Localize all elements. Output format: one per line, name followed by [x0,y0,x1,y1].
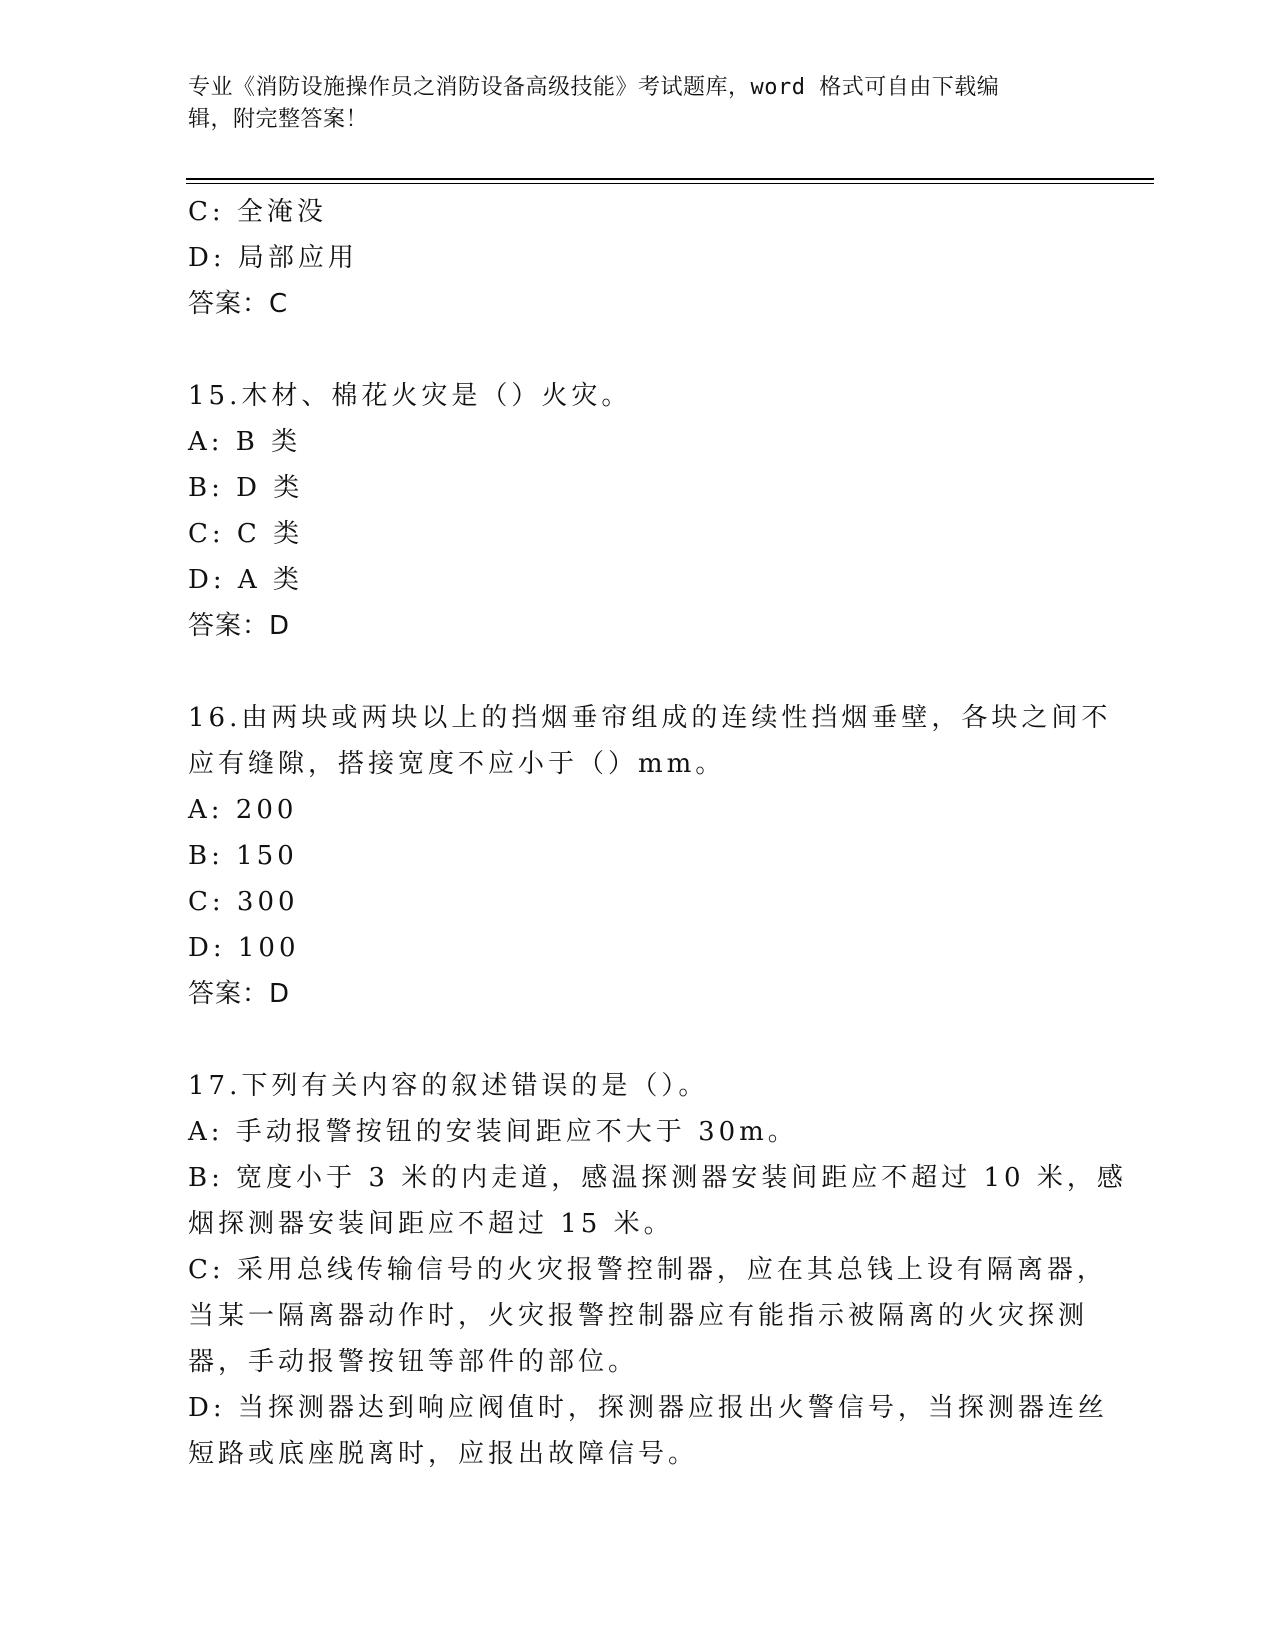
option-line: C: 300 [188,887,299,917]
question-stem: 16.由两块或两块以上的挡烟垂帘组成的连续性挡烟垂壁，各块之间不 [188,703,1112,733]
answer-line: 答案：D [188,979,291,1009]
option-line: B: D 类 [188,473,304,503]
question-16 [188,695,1112,1017]
option-line: D: 当探测器达到响应阀值时，探测器应报出火警信号，当探测器连丝 [188,1393,1108,1423]
option-line: D: A 类 [188,565,303,595]
question-stem: 15.木材、棉花火灾是（）火灾。 [188,381,632,411]
option-line: 烟探测器安装间距应不超过 15 米。 [188,1209,674,1239]
option-line: A: 200 [188,795,298,825]
header-line-1: 专业《消防设施操作员之消防设备高级技能》考试题库，word 格式可自由下载编 [188,75,1000,100]
option-line: D: 100 [188,933,300,963]
header-divider-thin [186,183,1154,184]
question-stem: 应有缝隙，搭接宽度不应小于（）mm。 [188,749,726,779]
option-line: 器，手动报警按钮等部件的部位。 [188,1347,639,1377]
option-line: B: 150 [188,841,298,871]
question-14-remainder [188,189,1088,327]
option-line: A: B 类 [188,427,302,457]
document-header [188,72,1088,136]
question-15 [188,373,1088,649]
question-stem: 17.下列有关内容的叙述错误的是（）。 [188,1071,709,1101]
document-body [188,189,1127,1477]
question-17 [188,1063,1127,1477]
spacer [188,1017,1088,1063]
option-line: B: 宽度小于 3 米的内走道，感温探测器安装间距应不超过 10 米，感 [188,1163,1127,1193]
answer-line: 答案：D [188,611,291,641]
answer-line: 答案：C [188,289,289,319]
option-line: C: 采用总线传输信号的火灾报警控制器，应在其总钱上设有隔离器， [188,1255,1107,1285]
header-line-2: 辑，附完整答案！ [188,107,369,132]
option-line: C: C 类 [188,519,304,549]
header-divider-thick [186,178,1154,180]
option-line: D: 局部应用 [188,243,358,273]
option-line: C: 全淹没 [188,197,327,227]
spacer [188,327,1088,373]
option-line: 短路或底座脱离时，应报出故障信号。 [188,1439,699,1469]
spacer [188,649,1088,695]
option-line: 当某一隔离器动作时，火灾报警控制器应有能指示被隔离的火灾探测 [188,1301,1089,1331]
option-line: A: 手动报警按钮的安装间距应不大于 30m。 [188,1117,798,1147]
